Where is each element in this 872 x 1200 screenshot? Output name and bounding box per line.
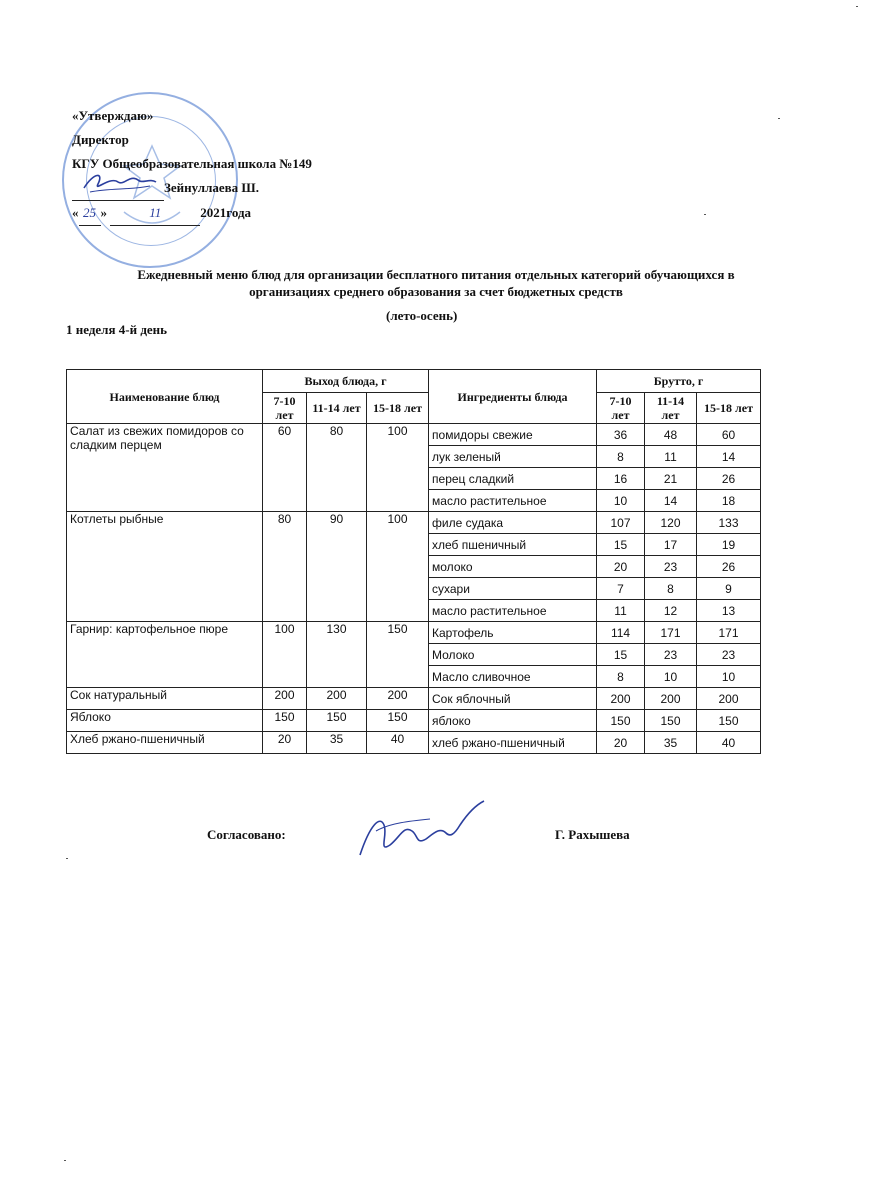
scan-speck bbox=[66, 858, 68, 859]
gross-value: 8 bbox=[597, 666, 645, 688]
gross-value: 133 bbox=[697, 512, 761, 534]
gross-value: 10 bbox=[697, 666, 761, 688]
gross-value: 150 bbox=[697, 710, 761, 732]
dish-yield: 60 bbox=[263, 424, 307, 512]
dish-yield: 150 bbox=[367, 622, 429, 688]
ingredient-name: лук зеленый bbox=[429, 446, 597, 468]
gross-value: 20 bbox=[597, 732, 645, 754]
gross-value: 9 bbox=[697, 578, 761, 600]
dish-yield: 130 bbox=[307, 622, 367, 688]
header-yield: Выход блюда, г bbox=[263, 370, 429, 393]
gross-value: 40 bbox=[697, 732, 761, 754]
gross-value: 16 bbox=[597, 468, 645, 490]
scan-speck bbox=[64, 1160, 66, 1161]
dish-name: Яблоко bbox=[67, 710, 263, 732]
gross-value: 26 bbox=[697, 556, 761, 578]
gross-value: 60 bbox=[697, 424, 761, 446]
signatory-name: Зейнуллаева Ш. bbox=[164, 180, 259, 195]
table-row bbox=[67, 688, 761, 710]
header-yield-age-3: 15-18 лет bbox=[367, 393, 429, 424]
dish-yield: 80 bbox=[307, 424, 367, 512]
header-gross-age-1: 7-10 лет bbox=[597, 393, 645, 424]
gross-value: 15 bbox=[597, 534, 645, 556]
approve-label: «Утверждаю» bbox=[72, 108, 154, 123]
header-yield-age-2: 11-14 лет bbox=[307, 393, 367, 424]
gross-value: 12 bbox=[645, 600, 697, 622]
director-signature bbox=[80, 168, 160, 198]
dish-yield: 20 bbox=[263, 732, 307, 754]
organization: КГУ Общеобразовательная школа №149 bbox=[72, 156, 312, 171]
ingredient-name: яблоко bbox=[429, 710, 597, 732]
gross-value: 20 bbox=[597, 556, 645, 578]
date-day: 25 bbox=[79, 201, 101, 226]
ingredient-name: помидоры свежие bbox=[429, 424, 597, 446]
gross-value: 11 bbox=[645, 446, 697, 468]
gross-value: 8 bbox=[645, 578, 697, 600]
ingredient-name: Молоко bbox=[429, 644, 597, 666]
document-title bbox=[86, 266, 786, 300]
dish-yield: 80 bbox=[263, 512, 307, 622]
ingredient-name: перец сладкий bbox=[429, 468, 597, 490]
agreed-name: Г. Рахышева bbox=[555, 827, 630, 842]
header-ingredients: Ингредиенты блюда bbox=[429, 370, 597, 424]
dish-yield: 40 bbox=[367, 732, 429, 754]
gross-value: 23 bbox=[697, 644, 761, 666]
gross-value: 120 bbox=[645, 512, 697, 534]
dish-name: Салат из свежих помидоров со сладким перцем bbox=[67, 424, 263, 512]
gross-value: 26 bbox=[697, 468, 761, 490]
gross-value: 200 bbox=[597, 688, 645, 710]
gross-value: 200 bbox=[645, 688, 697, 710]
dish-name: Хлеб ржано-пшеничный bbox=[67, 732, 263, 754]
header-dish-name: Наименование блюд bbox=[67, 370, 263, 424]
ingredient-name: сухари bbox=[429, 578, 597, 600]
scan-speck bbox=[704, 214, 706, 215]
gross-value: 200 bbox=[697, 688, 761, 710]
table-row bbox=[67, 622, 761, 644]
ingredient-name: филе судака bbox=[429, 512, 597, 534]
dish-yield: 200 bbox=[307, 688, 367, 710]
gross-value: 48 bbox=[645, 424, 697, 446]
dish-yield: 150 bbox=[263, 710, 307, 732]
gross-value: 114 bbox=[597, 622, 645, 644]
ingredient-name: Сок яблочный bbox=[429, 688, 597, 710]
menu-table bbox=[66, 369, 761, 754]
dish-name: Сок натуральный bbox=[67, 688, 263, 710]
gross-value: 36 bbox=[597, 424, 645, 446]
gross-value: 14 bbox=[697, 446, 761, 468]
gross-value: 15 bbox=[597, 644, 645, 666]
gross-value: 107 bbox=[597, 512, 645, 534]
agreed-label: Согласовано: bbox=[207, 827, 286, 842]
scan-speck bbox=[856, 6, 858, 7]
gross-value: 18 bbox=[697, 490, 761, 512]
dish-name: Гарнир: картофельное пюре bbox=[67, 622, 263, 688]
ingredient-name: Масло сливочное bbox=[429, 666, 597, 688]
header-gross-age-2: 11-14 лет bbox=[645, 393, 697, 424]
dish-yield: 35 bbox=[307, 732, 367, 754]
dish-yield: 150 bbox=[307, 710, 367, 732]
dish-yield: 200 bbox=[263, 688, 307, 710]
ingredient-name: молоко bbox=[429, 556, 597, 578]
position: Директор bbox=[72, 132, 129, 147]
scan-speck bbox=[778, 118, 780, 119]
header-gross: Брутто, г bbox=[597, 370, 761, 393]
dish-yield: 200 bbox=[367, 688, 429, 710]
table-row bbox=[67, 424, 761, 446]
approval-block bbox=[72, 104, 312, 226]
header-yield-age-1: 7-10 лет bbox=[263, 393, 307, 424]
title-line-1: Ежедневный меню блюд для организации бесплатного питания отдельных категорий обучающихся в bbox=[137, 267, 735, 282]
header-gross-age-3: 15-18 лет bbox=[697, 393, 761, 424]
ingredient-name: Картофель bbox=[429, 622, 597, 644]
ingredient-name: хлеб пшеничный bbox=[429, 534, 597, 556]
week-day-label: 1 неделя 4-й день bbox=[66, 322, 168, 337]
gross-value: 14 bbox=[645, 490, 697, 512]
gross-value: 171 bbox=[697, 622, 761, 644]
gross-value: 8 bbox=[597, 446, 645, 468]
gross-value: 19 bbox=[697, 534, 761, 556]
dish-yield: 90 bbox=[307, 512, 367, 622]
gross-value: 21 bbox=[645, 468, 697, 490]
gross-value: 23 bbox=[645, 644, 697, 666]
dish-yield: 150 bbox=[367, 710, 429, 732]
agreed-signature bbox=[350, 795, 490, 865]
table-row bbox=[67, 732, 761, 754]
dish-yield: 100 bbox=[367, 424, 429, 512]
gross-value: 171 bbox=[645, 622, 697, 644]
gross-value: 150 bbox=[597, 710, 645, 732]
table-row bbox=[67, 512, 761, 534]
gross-value: 11 bbox=[597, 600, 645, 622]
dish-yield: 100 bbox=[263, 622, 307, 688]
gross-value: 10 bbox=[597, 490, 645, 512]
gross-value: 17 bbox=[645, 534, 697, 556]
date-year: 2021года bbox=[200, 205, 252, 220]
gross-value: 23 bbox=[645, 556, 697, 578]
ingredient-name: масло растительное bbox=[429, 600, 597, 622]
gross-value: 13 bbox=[697, 600, 761, 622]
title-line-2: организациях среднего образования за счет бюджетных средств bbox=[249, 284, 623, 299]
ingredient-name: хлеб ржано-пшеничный bbox=[429, 732, 597, 754]
approval-date: « 25 » 11 2021года bbox=[72, 201, 312, 226]
date-month: 11 bbox=[110, 201, 200, 226]
season-label: (лето-осень) bbox=[386, 308, 458, 323]
ingredient-name: масло растительное bbox=[429, 490, 597, 512]
table-row bbox=[67, 710, 761, 732]
gross-value: 35 bbox=[645, 732, 697, 754]
gross-value: 10 bbox=[645, 666, 697, 688]
gross-value: 150 bbox=[645, 710, 697, 732]
dish-name: Котлеты рыбные bbox=[67, 512, 263, 622]
gross-value: 7 bbox=[597, 578, 645, 600]
dish-yield: 100 bbox=[367, 512, 429, 622]
